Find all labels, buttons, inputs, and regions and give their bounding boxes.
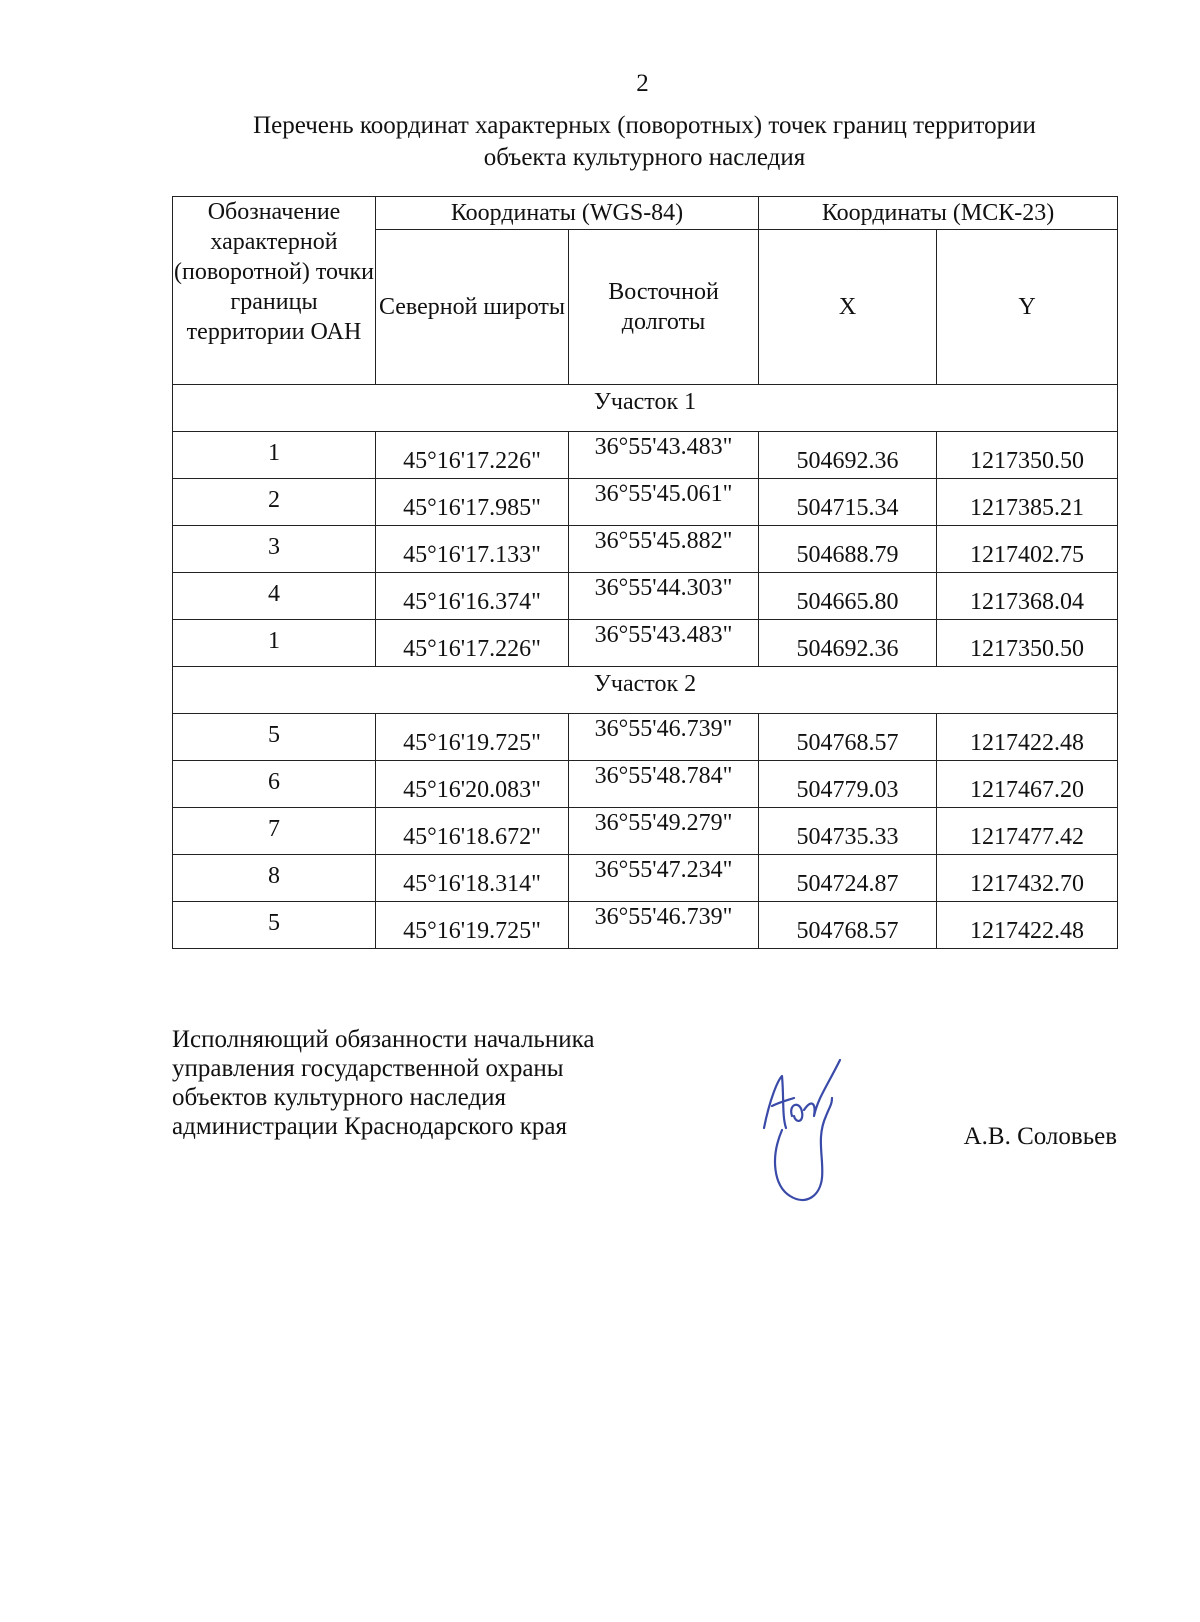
table-row: [173, 573, 1118, 620]
latitude-cell: 45°16'16.374": [376, 573, 569, 620]
section-title: Участок 2: [173, 667, 1118, 714]
signatory-line-3: объектов культурного наследия: [172, 1084, 506, 1111]
x-coordinate-cell: 504768.57: [759, 902, 937, 949]
y-coordinate-cell: 1217350.50: [937, 620, 1118, 667]
latitude-cell: 45°16'17.226": [376, 432, 569, 479]
signatory-line-1: Исполняющий обязанности начальника: [172, 1026, 595, 1053]
point-number-cell: 7: [173, 808, 376, 855]
longitude-cell: 36°55'43.483": [569, 620, 759, 667]
table-header: [173, 197, 1118, 385]
longitude-cell: 36°55'49.279": [569, 808, 759, 855]
title-line-1: Перечень координат характерных (поворотных) точек границ территории: [253, 112, 1036, 139]
y-coordinate-cell: 1217402.75: [937, 526, 1118, 573]
longitude-cell: 36°55'46.739": [569, 902, 759, 949]
header-longitude: Восточной долготы: [569, 230, 759, 385]
point-number-cell: 4: [173, 573, 376, 620]
document-title: [172, 110, 1117, 174]
header-x: X: [759, 230, 937, 385]
x-coordinate-cell: 504768.57: [759, 714, 937, 761]
table-row: [173, 620, 1118, 667]
coordinates-table: [172, 196, 1118, 949]
longitude-cell: 36°55'45.882": [569, 526, 759, 573]
point-number-cell: 5: [173, 714, 376, 761]
header-latitude: Северной широты: [376, 230, 569, 385]
y-coordinate-cell: 1217368.04: [937, 573, 1118, 620]
y-coordinate-cell: 1217467.20: [937, 761, 1118, 808]
table-row: [173, 526, 1118, 573]
x-coordinate-cell: 504779.03: [759, 761, 937, 808]
table-row: [173, 808, 1118, 855]
longitude-cell: 36°55'44.303": [569, 573, 759, 620]
table-row: [173, 714, 1118, 761]
latitude-cell: 45°16'19.725": [376, 902, 569, 949]
x-coordinate-cell: 504735.33: [759, 808, 937, 855]
latitude-cell: 45°16'18.672": [376, 808, 569, 855]
x-coordinate-cell: 504715.34: [759, 479, 937, 526]
y-coordinate-cell: 1217432.70: [937, 855, 1118, 902]
y-coordinate-cell: 1217350.50: [937, 432, 1118, 479]
header-wgs84-group: Координаты (WGS-84): [376, 197, 759, 230]
longitude-cell: 36°55'47.234": [569, 855, 759, 902]
point-number-cell: 8: [173, 855, 376, 902]
handwritten-signature: [760, 1058, 870, 1208]
x-coordinate-cell: 504692.36: [759, 432, 937, 479]
x-coordinate-cell: 504688.79: [759, 526, 937, 573]
point-number-cell: 1: [173, 432, 376, 479]
signer-name: А.В. Соловьев: [963, 1123, 1117, 1150]
section-header-row: [173, 385, 1118, 432]
y-coordinate-cell: 1217422.48: [937, 902, 1118, 949]
point-number-cell: 5: [173, 902, 376, 949]
x-coordinate-cell: 504724.87: [759, 855, 937, 902]
latitude-cell: 45°16'20.083": [376, 761, 569, 808]
point-number-cell: 1: [173, 620, 376, 667]
y-coordinate-cell: 1217422.48: [937, 714, 1118, 761]
latitude-cell: 45°16'18.314": [376, 855, 569, 902]
title-line-2: объекта культурного наследия: [483, 144, 806, 171]
x-coordinate-cell: 504665.80: [759, 573, 937, 620]
y-coordinate-cell: 1217477.42: [937, 808, 1118, 855]
table-row: [173, 479, 1118, 526]
signatory-position: [172, 1025, 692, 1141]
table-row: [173, 855, 1118, 902]
header-msk23-group: Координаты (МСК-23): [759, 197, 1118, 230]
x-coordinate-cell: 504692.36: [759, 620, 937, 667]
latitude-cell: 45°16'19.725": [376, 714, 569, 761]
table-row: [173, 432, 1118, 479]
latitude-cell: 45°16'17.985": [376, 479, 569, 526]
longitude-cell: 36°55'43.483": [569, 432, 759, 479]
signatory-line-4: администрации Краснодарского края: [172, 1113, 568, 1140]
point-number-cell: 6: [173, 761, 376, 808]
point-number-cell: 3: [173, 526, 376, 573]
section-header-row: [173, 667, 1118, 714]
signatory-line-2: управления государственной охраны: [172, 1055, 564, 1082]
latitude-cell: 45°16'17.226": [376, 620, 569, 667]
table-row: [173, 761, 1118, 808]
table-body: [173, 385, 1118, 949]
table-row: [173, 902, 1118, 949]
header-point-designation: Обозначение характерной (поворотной) точки границы территории ОАН: [173, 197, 376, 385]
header-y: Y: [937, 230, 1118, 385]
longitude-cell: 36°55'48.784": [569, 761, 759, 808]
section-title: Участок 1: [173, 385, 1118, 432]
y-coordinate-cell: 1217385.21: [937, 479, 1118, 526]
longitude-cell: 36°55'46.739": [569, 714, 759, 761]
page-number: 2: [636, 70, 649, 97]
latitude-cell: 45°16'17.133": [376, 526, 569, 573]
point-number-cell: 2: [173, 479, 376, 526]
longitude-cell: 36°55'45.061": [569, 479, 759, 526]
